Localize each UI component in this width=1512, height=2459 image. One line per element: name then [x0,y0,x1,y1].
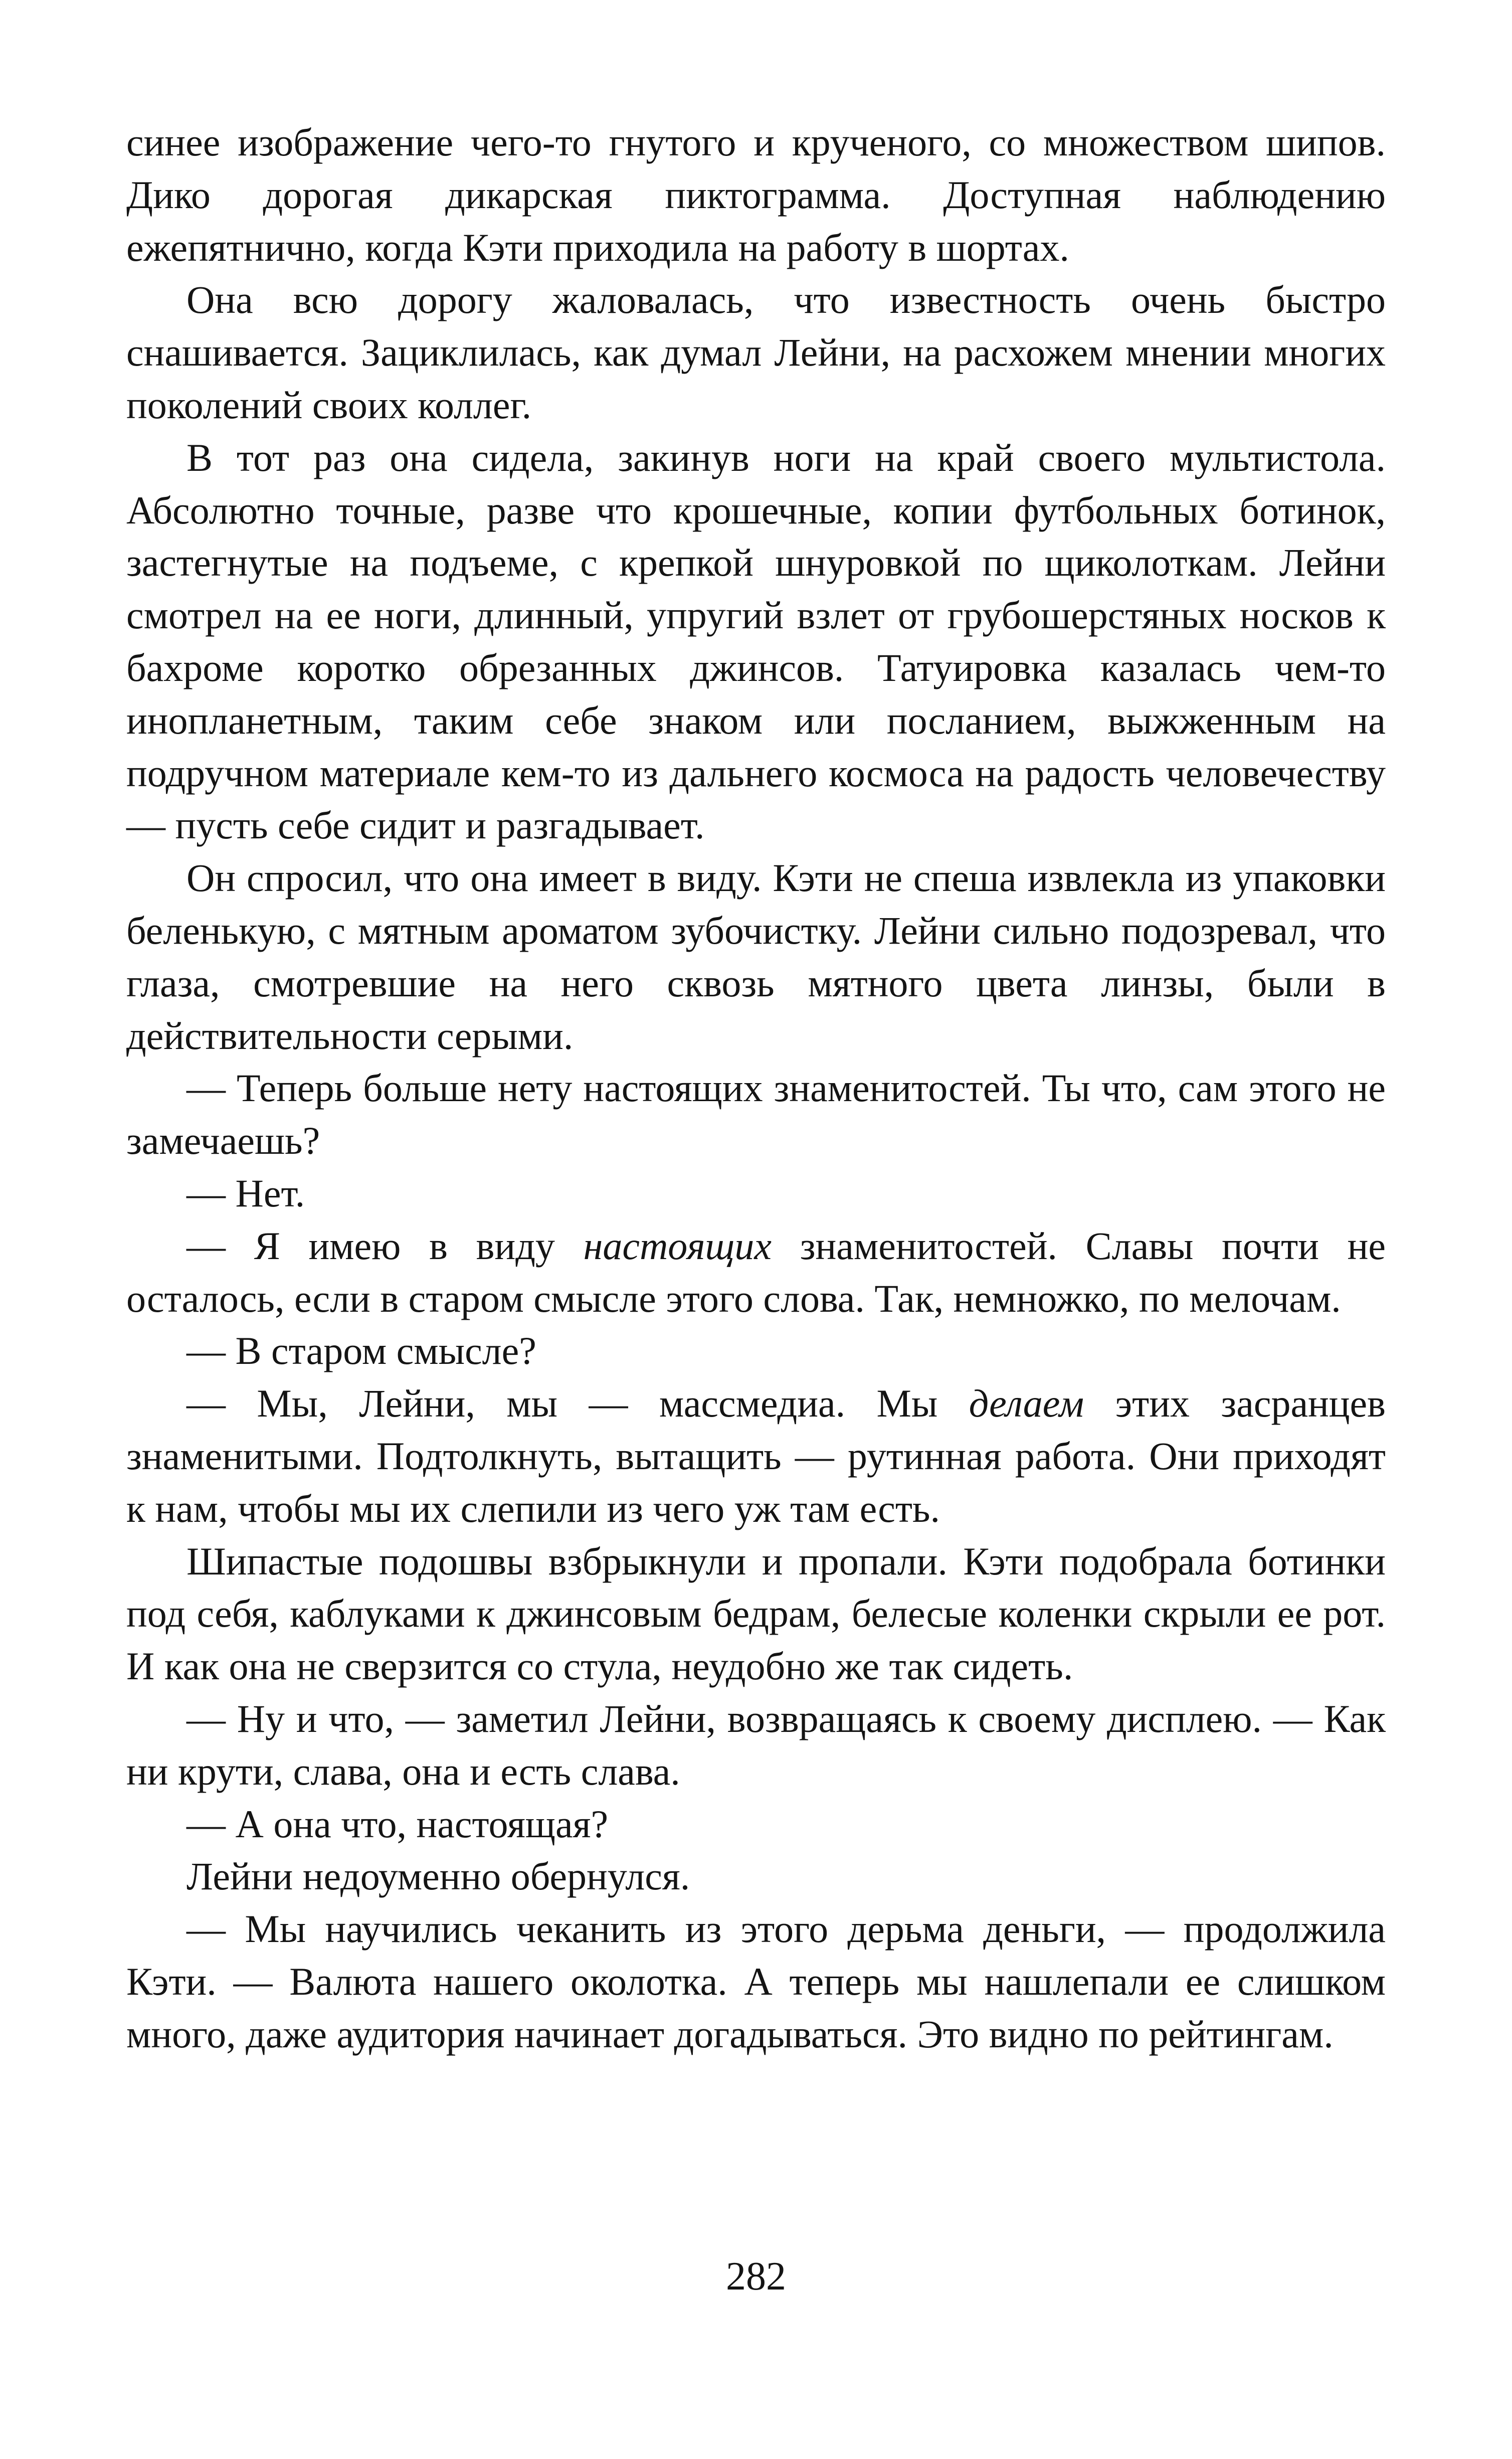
emphasis-text: делаем [969,1381,1084,1426]
paragraph: синее изображение чего-то гнутого и крученого, со множеством шипов. Дико дорогая дикарская пиктограмма. Доступная наблюдению ежепятнично, когда Кэти приходила на работу в шортах. [126,120,1386,269]
paragraph: Он спросил, что она имеет в виду. Кэти не спеша извлекла из упаковки беленькую, с мятным ароматом зубочистку. Лейни сильно подозревал, что глаза, смотревшие на него сквозь мятного цвета линзы, были в действительности серыми. [126,856,1386,1058]
text-run: — Мы, Лейни, мы — массмедиа. Мы [186,1381,969,1426]
body-text [126,116,1386,2060]
text-run: этих засранцев знаменитыми. Подтолкнуть, вытащить — рутинная работа. Они приходят к нам, чтобы мы их слепили из чего уж там есть. [126,1381,1386,1530]
dialogue-line: — Теперь больше нету настоящих знаменитостей. Ты что, сам этого не замечаешь? [126,1066,1386,1163]
text-run: знаменитостей. Славы почти не осталось, если в старом смысле этого слова. Так, немножко, по мелочам. [126,1223,1386,1320]
emphasis-text: настоящих [583,1223,772,1268]
page-number: 282 [726,2254,786,2299]
dialogue-line: — Мы научились чеканить из этого дерьма деньги, — продолжила Кэти. — Валюта нашего околотка. А теперь мы нашлепали ее слишком много, даже аудитория начинает догадываться. Это видно по рейтингам. [126,1907,1386,2056]
dialogue-line: — Нет. [186,1171,305,1215]
dialogue-line [126,1220,1386,1325]
dialogue-line: — В старом смысле? [186,1329,536,1373]
dialogue-line: — Ну и что, — заметил Лейни, возвращаясь к своему дисплею. — Как ни крути, слава, она и есть слава. [126,1696,1386,1793]
text-run: — Я имею в виду [186,1223,584,1268]
paragraph: Шипастые подошвы взбрыкнули и пропали. Кэти подобрала ботинки под себя, каблуками к джинсовым бедрам, белесые коленки скрыли ее рот. И как она не сверзится со стула, неудобно же так сидеть. [126,1539,1386,1688]
dialogue-line [126,1377,1386,1535]
dialogue-line: — А она что, настоящая? [186,1802,609,1846]
paragraph: Лейни недоуменно обернулся. [186,1854,690,1898]
paragraph: Она всю дорогу жаловалась, что известность очень быстро снашивается. Зациклилась, как думал Лейни, на расхожем мнении многих поколений своих коллег. [126,278,1386,427]
paragraph: В тот раз она сидела, закинув ноги на край своего мультистола. Абсолютно точные, разве что крошечные, копии футбольных ботинок, застегнутые на подъеме, с крепкой шнуровкой по щиколоткам. Лейни смотрел на ее ноги, длинный, упругий взлет от грубошерстяных носков к бахроме коротко обрезанных джинсов. Татуировка казалась чем-то инопланетным, таким себе знаком или посланием, выжженным на подручном материале кем-то из дальнего космоса на радость человечеству — пусть себе сидит и разгадывает. [126,435,1386,847]
